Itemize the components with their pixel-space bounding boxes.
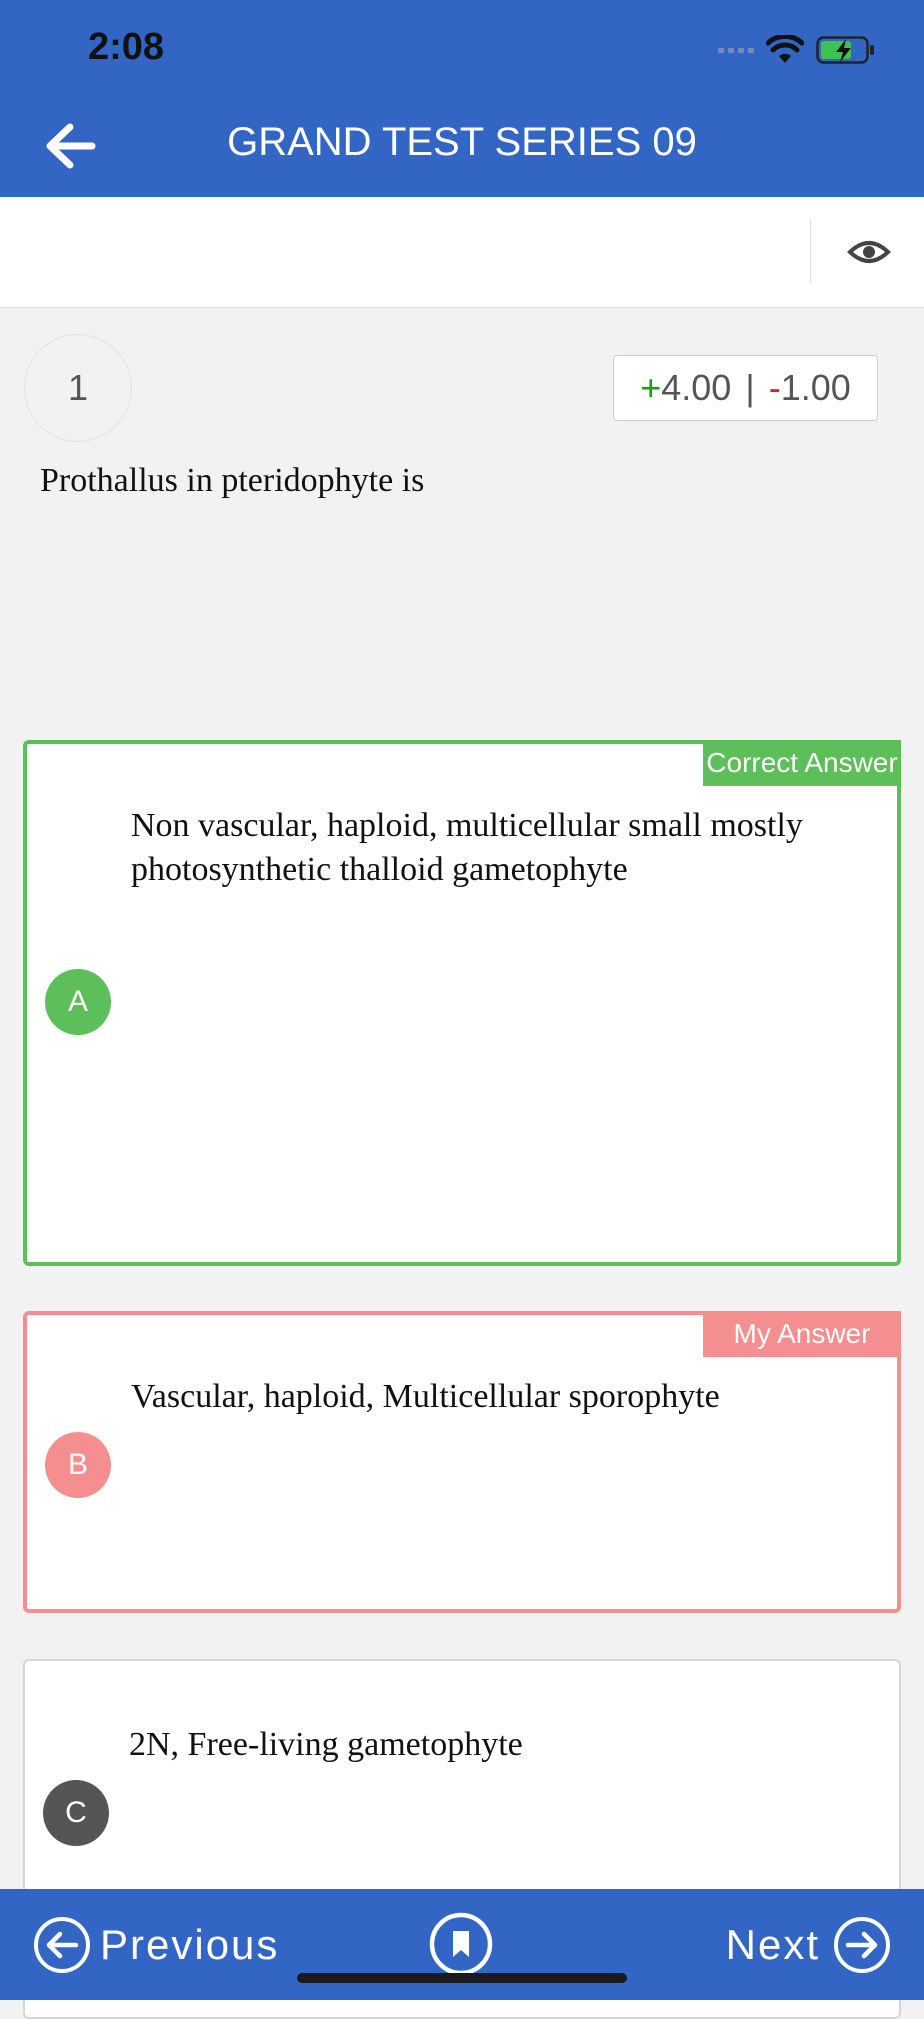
my-answer-tag: My Answer [703, 1311, 901, 1357]
next-button[interactable] [726, 1915, 892, 1975]
option-text: 2N, Free-living gametophyte [129, 1726, 523, 1763]
battery-charging-icon [816, 35, 876, 65]
marks-separator: | [745, 367, 755, 408]
arrow-circle-left-icon [32, 1915, 92, 1975]
home-indicator [297, 1973, 627, 1983]
bookmark-button[interactable] [428, 1911, 494, 1977]
bookmark-icon [428, 1911, 494, 1977]
wifi-icon [766, 35, 804, 65]
marks-badge [613, 355, 878, 421]
option-letter-badge: C [43, 1780, 109, 1846]
status-time: 2:08 [88, 26, 165, 68]
toolbar [0, 197, 924, 308]
app-header [0, 0, 924, 197]
option-b[interactable] [23, 1311, 901, 1613]
correct-answer-tag: Correct Answer [703, 740, 901, 786]
option-text: Non vascular, haploid, multicellular small mostly photosynthetic thalloid gametophyte [131, 807, 803, 888]
negative-marks: -1.00 [768, 367, 851, 408]
previous-label: Previous [100, 1921, 280, 1968]
question-number: 1 [24, 334, 132, 442]
next-label: Next [725, 1921, 820, 1968]
page-title: GRAND TEST SERIES 09 [227, 120, 697, 164]
positive-marks: +4.00 [640, 367, 732, 408]
arrow-circle-right-icon [832, 1915, 892, 1975]
bottom-nav-bar [0, 1889, 924, 2000]
option-letter-badge: A [45, 969, 111, 1035]
question-text: Prothallus in pteridophyte is [40, 462, 425, 499]
view-toggle-button[interactable] [846, 232, 892, 272]
option-text: Vascular, haploid, Multicellular sporophyte [131, 1378, 720, 1415]
previous-button[interactable] [32, 1915, 279, 1975]
eye-icon [846, 232, 892, 272]
cellular-signal-icon [718, 48, 754, 53]
option-a[interactable] [23, 740, 901, 1266]
option-letter-badge: B [45, 1432, 111, 1498]
toolbar-divider [810, 219, 811, 283]
status-icons [718, 30, 876, 70]
